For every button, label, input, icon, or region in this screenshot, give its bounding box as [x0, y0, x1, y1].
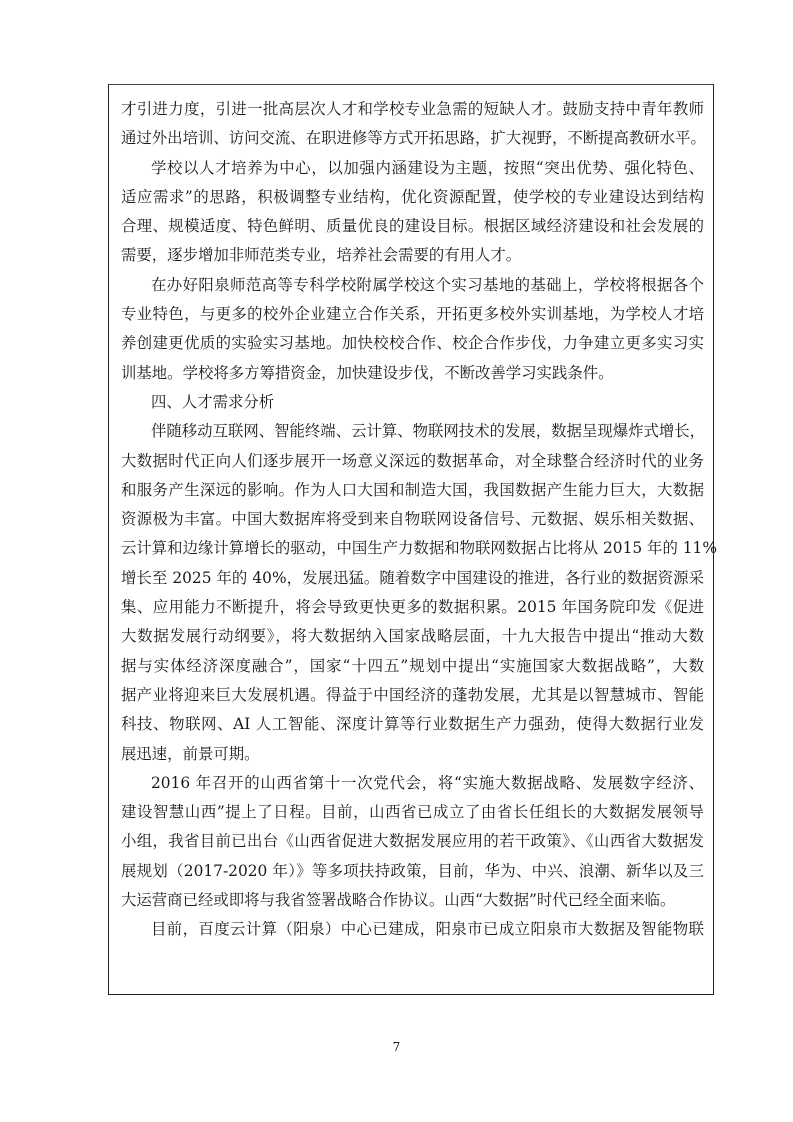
text-line: 目前，百度云计算（阳泉）中心已建成，阳泉市已成立阳泉市大数据及智能物联 [151, 920, 704, 939]
text-line: 据与实体经济深度融合”，国家“十四五”规划中提出“实施国家大数据战略”，大数 [121, 656, 704, 675]
text-line: 云计算和边缘计算增长的驱动，中国生产力数据和物联网数据占比将从 2015 年的 11% [121, 539, 717, 558]
text-line: 2016 年召开的山西省第十一次党代会，将“实施大数据战略、发展数字经济、 [151, 773, 704, 792]
text-line: 据产业将迎来巨大发展机遇。得益于中国经济的蓬勃发展，尤其是以智慧城市、智能 [121, 685, 704, 704]
text-line: 建设智慧山西”提上了日程。目前，山西省已成立了由省长任组长的大数据发展领导 [121, 803, 704, 822]
text-line: 和服务产生深远的影响。作为人口大国和制造大国，我国数据产生能力巨大，大数据 [121, 480, 704, 499]
text-line: 大数据发展行动纲要》，将大数据纳入国家战略层面，十九大报告中提出“推动大数 [121, 627, 704, 646]
text-line: 伴随移动互联网、智能终端、云计算、物联网技术的发展，数据呈现爆炸式增长， [151, 422, 706, 441]
text-line: 大数据时代正向人们逐步展开一场意义深远的数据革命，对全球整合经济时代的业务 [121, 451, 704, 470]
section-heading: 四、人才需求分析 [151, 392, 275, 411]
text-line: 展迅速，前景可期。 [121, 744, 260, 763]
text-line: 增长至 2025 年的 40%，发展迅猛。随着数字中国建设的推进，各行业的数据资源采 [121, 568, 704, 587]
text-line: 在办好阳泉师范高等专科学校附属学校这个实习基地的基础上，学校将根据各个 [151, 275, 704, 294]
text-line: 训基地。学校将多方筹措资金，加快建设步伐，不断改善学习实践条件。 [121, 363, 614, 382]
text-line: 才引进力度，引进一批高层次人才和学校专业急需的短缺人才。鼓励支持中青年教师 [121, 100, 704, 118]
text-line: 通过外出培训、访问交流、在职进修等方式开拓思路，扩大视野，不断提高教研水平。 [121, 129, 706, 148]
text-line: 集、应用能力不断提升，将会导致更快更多的数据积累。2015 年国务院印发《促进 [121, 598, 704, 617]
text-line: 展规划（2017-2020 年）》等多项扶持政策，目前，华为、中兴、浪潮、新华以及三 [121, 861, 704, 880]
document-body [121, 95, 717, 945]
text-line: 小组，我省目前已出台《山西省促进大数据发展应用的若干政策》、《山西省大数据发 [121, 832, 704, 851]
text-line: 学校以人才培养为中心，以加强内涵建设为主题，按照“突出优势、强化特色、 [151, 158, 704, 177]
text-line: 大运营商已经或即将与我省签署战略合作协议。山西“大数据”时代已经全面来临。 [121, 891, 676, 910]
text-line: 科技、物联网、AI 人工智能、深度计算等行业数据生产力强劲，使得大数据行业发 [121, 715, 704, 734]
text-line: 专业特色，与更多的校外企业建立合作关系，开拓更多校外实训基地，为学校人才培 [121, 305, 704, 324]
page-number: 7 [392, 1040, 401, 1054]
text-line: 适应需求”的思路，积极调整专业结构，优化资源配置，使学校的专业建设达到结构 [121, 187, 704, 206]
text-line: 需要，逐步增加非师范类专业，培养社会需要的有用人才。 [121, 246, 522, 265]
text-line: 资源极为丰富。中国大数据库将受到来自物联网设备信号、元数据、娱乐相关数据、 [121, 510, 704, 529]
text-line: 合理、规模适度、特色鲜明、质量优良的建设目标。根据区域经济建设和社会发展的 [121, 217, 704, 236]
text-line: 养创建更优质的实验实习基地。加快校校合作、校企合作步伐，力争建立更多实习实 [121, 334, 704, 353]
